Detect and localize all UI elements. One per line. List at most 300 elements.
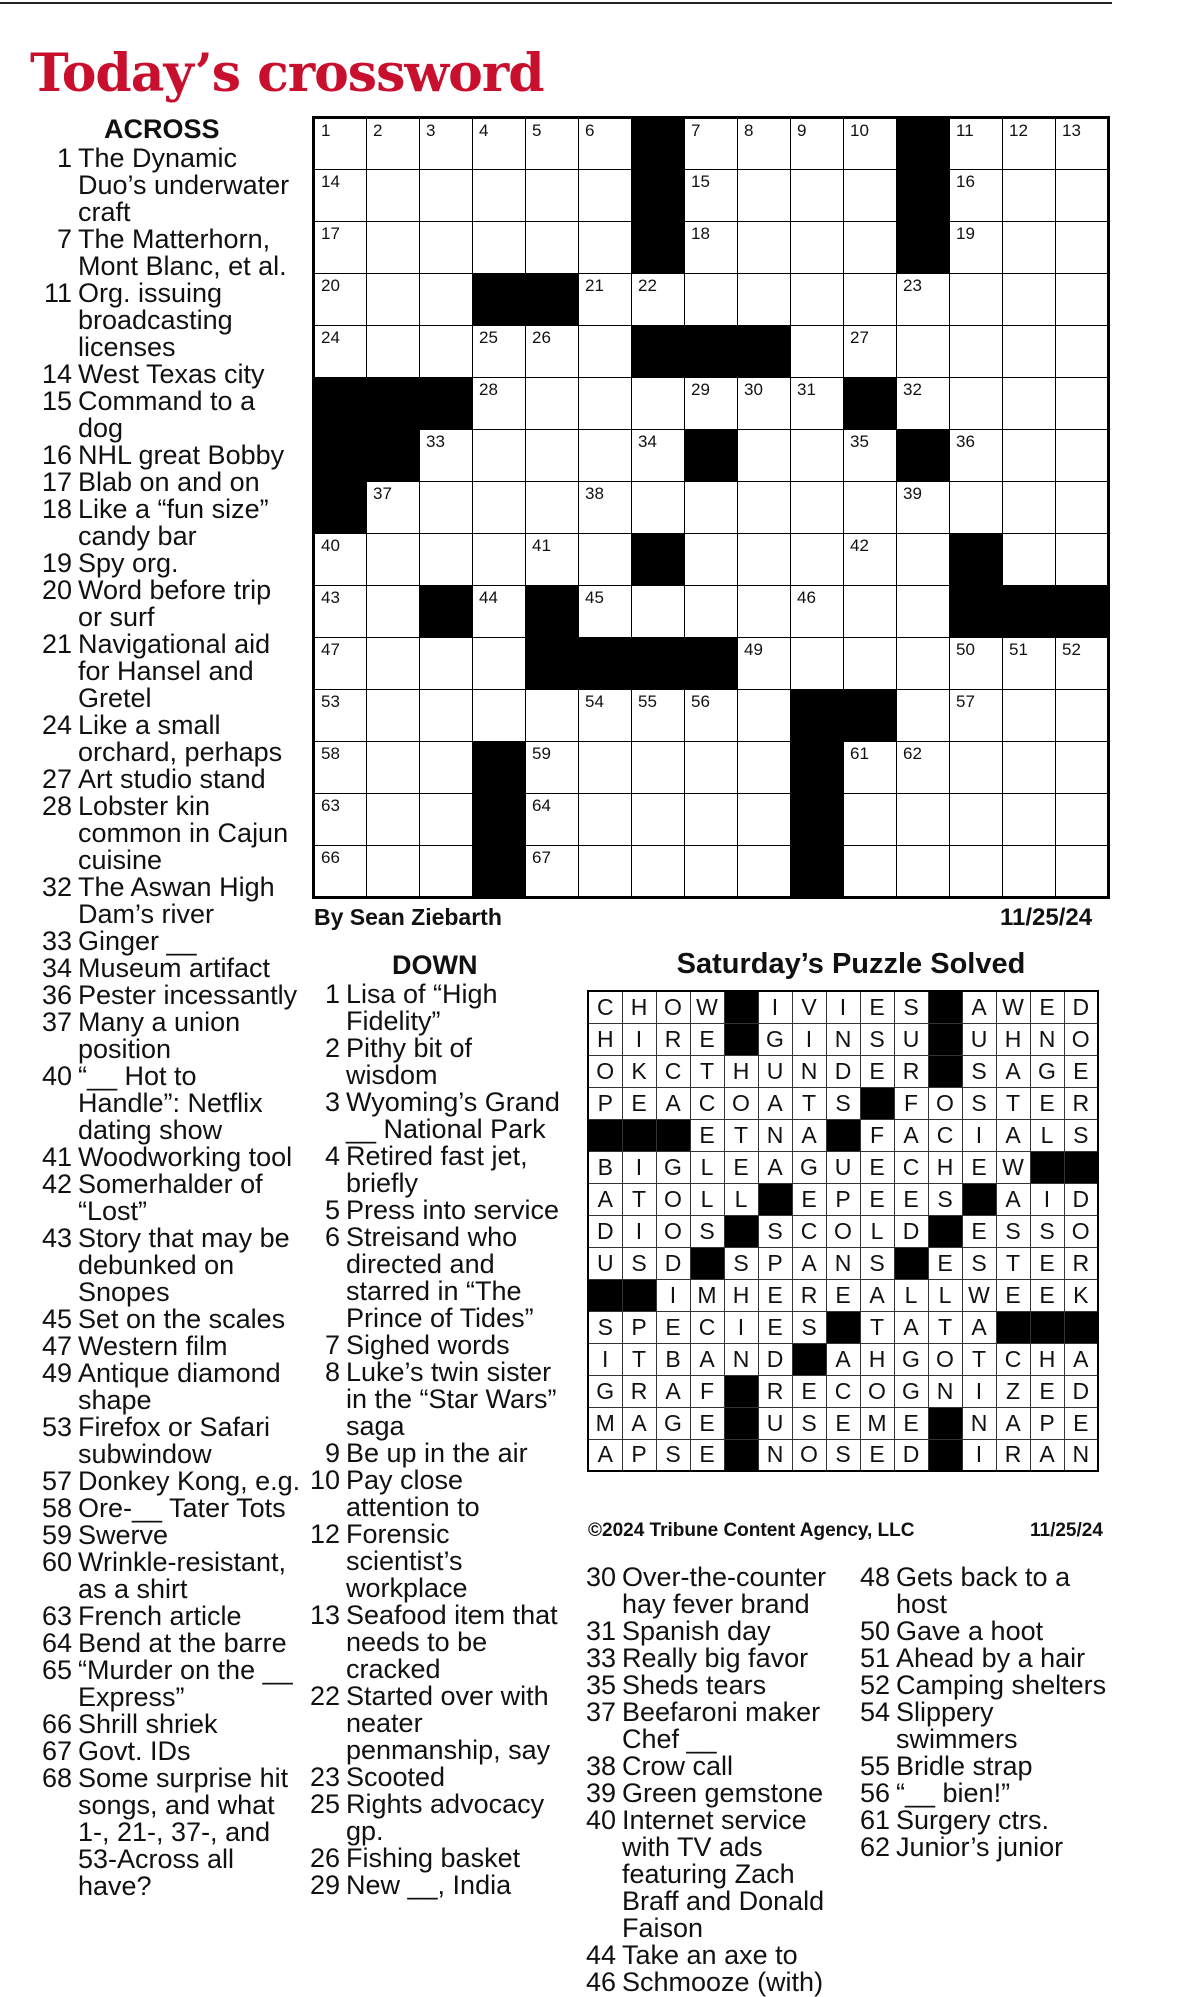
solution-letter: N xyxy=(724,1343,758,1375)
clue-text: Ahead by a hair xyxy=(896,1643,1086,1673)
grid-cell[interactable] xyxy=(1056,378,1109,430)
grid-cell[interactable] xyxy=(579,170,632,222)
solution-letter: S xyxy=(690,1215,724,1247)
grid-cell[interactable] xyxy=(1003,222,1056,274)
grid-cell[interactable] xyxy=(844,274,897,326)
grid-cell[interactable] xyxy=(420,118,473,170)
grid-cell[interactable] xyxy=(1003,482,1056,534)
solution-letter: C xyxy=(690,1087,724,1119)
black-square xyxy=(367,378,420,430)
grid-cell[interactable] xyxy=(579,430,632,482)
down-clue-38 xyxy=(586,1753,846,1780)
solution-black-square xyxy=(894,1247,928,1279)
across-clue-42 xyxy=(34,1171,302,1225)
clue-number: 49 xyxy=(41,1358,72,1388)
grid-cell[interactable] xyxy=(1056,170,1109,222)
black-square xyxy=(1003,586,1056,638)
clue-number: 65 xyxy=(41,1655,72,1685)
solution-letter: G xyxy=(588,1375,622,1407)
clue-text: Streisand who directed and starred in “The Prince of Tides” xyxy=(346,1222,534,1333)
grid-cell[interactable] xyxy=(791,534,844,586)
solution-letter: S xyxy=(962,1247,996,1279)
grid-cell[interactable] xyxy=(738,378,791,430)
grid-cell[interactable] xyxy=(526,170,579,222)
grid-cell[interactable] xyxy=(473,118,526,170)
grid-cell[interactable] xyxy=(367,222,420,274)
grid-cell[interactable] xyxy=(526,794,579,846)
grid-cell[interactable] xyxy=(526,430,579,482)
grid-cell[interactable] xyxy=(738,170,791,222)
grid-cell[interactable] xyxy=(1056,482,1109,534)
solution-letter: M xyxy=(588,1407,622,1439)
grid-cell[interactable] xyxy=(844,222,897,274)
clue-number: 19 xyxy=(41,548,72,578)
grid-cell[interactable] xyxy=(1056,274,1109,326)
grid-cell[interactable] xyxy=(685,274,738,326)
grid-cell[interactable] xyxy=(844,430,897,482)
grid-cell[interactable] xyxy=(844,742,897,794)
grid-cell[interactable] xyxy=(1003,794,1056,846)
grid-cell[interactable] xyxy=(579,482,632,534)
grid-cell[interactable] xyxy=(420,690,473,742)
grid-cell[interactable] xyxy=(950,378,1003,430)
grid-cell[interactable] xyxy=(950,222,1003,274)
grid-cell[interactable] xyxy=(420,742,473,794)
black-square xyxy=(314,378,367,430)
grid-cell[interactable] xyxy=(738,742,791,794)
solution-black-square xyxy=(588,1119,622,1151)
grid-cell[interactable] xyxy=(420,430,473,482)
grid-cell[interactable] xyxy=(1056,742,1109,794)
grid-cell[interactable] xyxy=(1003,742,1056,794)
grid-cell[interactable] xyxy=(791,430,844,482)
clue-text: Seafood item that needs to be cracked xyxy=(346,1600,558,1684)
solution-letter: I xyxy=(962,1375,996,1407)
clue-text: Pay close attention to xyxy=(346,1465,480,1522)
grid-cell[interactable] xyxy=(950,846,1003,898)
grid-cell[interactable] xyxy=(950,118,1003,170)
grid-cell[interactable] xyxy=(1056,534,1109,586)
grid-cell[interactable] xyxy=(791,170,844,222)
grid-cell[interactable] xyxy=(579,274,632,326)
grid-cell[interactable] xyxy=(791,482,844,534)
solution-letter: I xyxy=(792,1023,826,1055)
clue-number: 40 xyxy=(586,1805,617,1835)
grid-cell[interactable] xyxy=(526,482,579,534)
grid-cell[interactable] xyxy=(685,586,738,638)
solution-letter: E xyxy=(860,991,894,1023)
grid-cell[interactable] xyxy=(579,846,632,898)
grid-cell[interactable] xyxy=(950,482,1003,534)
grid-cell[interactable] xyxy=(950,794,1003,846)
cell-number: 33 xyxy=(426,432,445,451)
grid-cell[interactable] xyxy=(1003,274,1056,326)
solution-letter: I xyxy=(656,1279,690,1311)
grid-cell[interactable] xyxy=(685,846,738,898)
grid-cell[interactable] xyxy=(738,534,791,586)
grid-cell[interactable] xyxy=(738,586,791,638)
grid-cell[interactable] xyxy=(897,638,950,690)
grid-cell[interactable] xyxy=(738,846,791,898)
clue-number: 25 xyxy=(310,1789,341,1819)
clue-text: Crow call xyxy=(622,1751,734,1781)
clue-text: New __, India xyxy=(346,1870,512,1900)
grid-cell[interactable] xyxy=(1056,430,1109,482)
solution-letter: D xyxy=(758,1343,792,1375)
clue-text: Press into service xyxy=(346,1195,560,1225)
black-square xyxy=(420,586,473,638)
solution-letter: O xyxy=(1064,1215,1098,1247)
grid-cell[interactable] xyxy=(579,118,632,170)
solution-letter: R xyxy=(1064,1247,1098,1279)
grid-cell[interactable] xyxy=(1003,846,1056,898)
grid-cell[interactable] xyxy=(950,690,1003,742)
cell-number: 52 xyxy=(1062,640,1081,659)
grid-cell[interactable] xyxy=(579,326,632,378)
grid-cell[interactable] xyxy=(685,534,738,586)
grid-cell[interactable] xyxy=(473,170,526,222)
grid-cell[interactable] xyxy=(791,326,844,378)
solution-letter: S xyxy=(860,1247,894,1279)
grid-cell[interactable] xyxy=(367,742,420,794)
grid-cell[interactable] xyxy=(738,430,791,482)
grid-cell[interactable] xyxy=(632,378,685,430)
grid-cell[interactable] xyxy=(420,170,473,222)
grid-cell[interactable] xyxy=(420,846,473,898)
grid-cell[interactable] xyxy=(579,534,632,586)
across-clue-53 xyxy=(34,1414,302,1468)
grid-cell[interactable] xyxy=(632,430,685,482)
grid-cell[interactable] xyxy=(1003,326,1056,378)
grid-cell[interactable] xyxy=(950,170,1003,222)
grid-cell[interactable] xyxy=(314,586,367,638)
clue-text: Set on the scales xyxy=(78,1304,286,1334)
down-clue-39 xyxy=(586,1780,846,1807)
grid-cell[interactable] xyxy=(473,586,526,638)
solution-letter: C xyxy=(588,991,622,1023)
solution-black-square xyxy=(996,1311,1030,1343)
grid-cell[interactable] xyxy=(897,846,950,898)
grid-cell[interactable] xyxy=(1056,326,1109,378)
grid-cell[interactable] xyxy=(897,326,950,378)
clue-text: Over-the-counter hay fever brand xyxy=(622,1562,827,1619)
grid-cell[interactable] xyxy=(367,534,420,586)
grid-cell[interactable] xyxy=(1056,794,1109,846)
solution-letter: I xyxy=(724,1311,758,1343)
across-clue-45 xyxy=(34,1306,302,1333)
grid-cell[interactable] xyxy=(844,846,897,898)
grid-cell[interactable] xyxy=(367,846,420,898)
grid-cell[interactable] xyxy=(791,118,844,170)
grid-cell[interactable] xyxy=(314,534,367,586)
across-clue-58 xyxy=(34,1495,302,1522)
grid-cell[interactable] xyxy=(897,378,950,430)
grid-cell[interactable] xyxy=(420,482,473,534)
solution-letter: A xyxy=(996,1407,1030,1439)
across-heading: ACROSS xyxy=(104,114,220,144)
solution-letter: N xyxy=(792,1055,826,1087)
grid-cell[interactable] xyxy=(420,534,473,586)
grid-cell[interactable] xyxy=(420,222,473,274)
grid-cell[interactable] xyxy=(579,378,632,430)
grid-cell[interactable] xyxy=(314,846,367,898)
grid-cell[interactable] xyxy=(1056,846,1109,898)
solution-letter: G xyxy=(894,1343,928,1375)
solution-letter: T xyxy=(690,1055,724,1087)
grid-cell[interactable] xyxy=(526,222,579,274)
grid-cell[interactable] xyxy=(632,690,685,742)
solution-letter: F xyxy=(894,1087,928,1119)
grid-cell[interactable] xyxy=(844,326,897,378)
solution-black-square xyxy=(1030,1311,1064,1343)
across-clue-34 xyxy=(34,955,302,982)
cell-number: 64 xyxy=(532,796,551,815)
down-clue-61 xyxy=(860,1807,1116,1834)
solution-black-square xyxy=(928,1439,962,1471)
grid-cell[interactable] xyxy=(897,794,950,846)
grid-cell[interactable] xyxy=(844,170,897,222)
grid-cell[interactable] xyxy=(950,430,1003,482)
solution-letter: R xyxy=(622,1375,656,1407)
grid-cell[interactable] xyxy=(579,794,632,846)
grid-cell[interactable] xyxy=(791,586,844,638)
grid-cell[interactable] xyxy=(579,742,632,794)
grid-cell[interactable] xyxy=(685,794,738,846)
grid-cell[interactable] xyxy=(897,586,950,638)
clue-text: Started over with neater penmanship, say xyxy=(346,1681,551,1765)
solution-letter: R xyxy=(1064,1087,1098,1119)
grid-cell[interactable] xyxy=(1003,170,1056,222)
solution-letter: R xyxy=(758,1375,792,1407)
grid-cell[interactable] xyxy=(367,274,420,326)
solution-letter: T xyxy=(996,1247,1030,1279)
cell-number: 27 xyxy=(850,328,869,347)
grid-cell[interactable] xyxy=(420,794,473,846)
solution-black-square xyxy=(758,1183,792,1215)
solution-title: Saturday’s Puzzle Solved xyxy=(676,948,1026,980)
grid-cell[interactable] xyxy=(1003,118,1056,170)
grid-cell[interactable] xyxy=(791,638,844,690)
grid-cell[interactable] xyxy=(473,222,526,274)
grid-cell[interactable] xyxy=(473,690,526,742)
grid-cell[interactable] xyxy=(314,326,367,378)
across-clue-47 xyxy=(34,1333,302,1360)
grid-cell[interactable] xyxy=(685,222,738,274)
grid-cell[interactable] xyxy=(1056,118,1109,170)
grid-cell[interactable] xyxy=(314,118,367,170)
grid-cell[interactable] xyxy=(314,742,367,794)
clue-number: 1 xyxy=(324,979,340,1009)
grid-cell[interactable] xyxy=(473,534,526,586)
solution-letter: E xyxy=(860,1151,894,1183)
grid-cell[interactable] xyxy=(473,378,526,430)
grid-cell[interactable] xyxy=(685,170,738,222)
clue-number: 11 xyxy=(43,278,72,308)
cell-number: 8 xyxy=(744,121,754,140)
grid-cell[interactable] xyxy=(314,690,367,742)
grid-cell[interactable] xyxy=(1003,378,1056,430)
grid-cell[interactable] xyxy=(579,690,632,742)
grid-cell[interactable] xyxy=(685,378,738,430)
clue-text: Slippery swimmers xyxy=(896,1697,1018,1754)
clue-number: 31 xyxy=(586,1616,617,1646)
down-clue-55 xyxy=(860,1753,1116,1780)
solution-letter: A xyxy=(622,1407,656,1439)
grid-cell[interactable] xyxy=(367,690,420,742)
grid-cell[interactable] xyxy=(367,638,420,690)
solution-letter: S xyxy=(928,1183,962,1215)
grid-cell[interactable] xyxy=(632,274,685,326)
grid-cell[interactable] xyxy=(1056,638,1109,690)
grid-cell[interactable] xyxy=(685,742,738,794)
solution-letter: R xyxy=(792,1279,826,1311)
cell-number: 5 xyxy=(532,121,542,140)
grid-cell[interactable] xyxy=(314,222,367,274)
grid-cell[interactable] xyxy=(738,118,791,170)
cell-number: 30 xyxy=(744,380,763,399)
grid-cell[interactable] xyxy=(897,742,950,794)
solution-letter: E xyxy=(792,1375,826,1407)
grid-cell[interactable] xyxy=(526,846,579,898)
clue-number: 20 xyxy=(41,575,72,605)
grid-cell[interactable] xyxy=(314,638,367,690)
grid-cell[interactable] xyxy=(844,534,897,586)
grid-cell[interactable] xyxy=(526,690,579,742)
cell-number: 9 xyxy=(797,121,807,140)
solution-letter: G xyxy=(894,1375,928,1407)
grid-cell[interactable] xyxy=(526,742,579,794)
grid-cell[interactable] xyxy=(738,638,791,690)
clue-text: Lisa of “High Fidelity” xyxy=(346,979,498,1036)
grid-cell[interactable] xyxy=(1056,222,1109,274)
grid-cell[interactable] xyxy=(791,274,844,326)
solution-letter: S xyxy=(758,1215,792,1247)
grid-cell[interactable] xyxy=(632,586,685,638)
clue-number: 56 xyxy=(860,1778,891,1808)
grid-cell[interactable] xyxy=(632,794,685,846)
grid-cell[interactable] xyxy=(579,222,632,274)
clue-number: 37 xyxy=(586,1697,617,1727)
grid-cell[interactable] xyxy=(685,690,738,742)
grid-cell[interactable] xyxy=(738,222,791,274)
clue-number: 7 xyxy=(56,224,72,254)
grid-cell[interactable] xyxy=(1003,638,1056,690)
solution-letter: D xyxy=(1064,1183,1098,1215)
grid-cell[interactable] xyxy=(632,742,685,794)
solution-letter: H xyxy=(622,991,656,1023)
grid-cell[interactable] xyxy=(367,326,420,378)
grid-cell[interactable] xyxy=(738,274,791,326)
grid-cell[interactable] xyxy=(314,170,367,222)
grid-cell[interactable] xyxy=(526,118,579,170)
cell-number: 23 xyxy=(903,276,922,295)
grid-cell[interactable] xyxy=(367,118,420,170)
grid-cell[interactable] xyxy=(314,274,367,326)
grid-cell[interactable] xyxy=(738,482,791,534)
across-clue-49 xyxy=(34,1360,302,1414)
cell-number: 51 xyxy=(1009,640,1028,659)
clue-text: Woodworking tool xyxy=(78,1142,293,1172)
grid-cell[interactable] xyxy=(632,482,685,534)
grid-cell[interactable] xyxy=(1056,690,1109,742)
solution-letter: D xyxy=(656,1247,690,1279)
grid-cell[interactable] xyxy=(1003,430,1056,482)
black-square xyxy=(897,170,950,222)
solution-letter: L xyxy=(690,1151,724,1183)
grid-cell[interactable] xyxy=(897,690,950,742)
grid-cell[interactable] xyxy=(314,794,367,846)
down-clue-10 xyxy=(310,1467,568,1521)
grid-cell[interactable] xyxy=(367,586,420,638)
grid-cell[interactable] xyxy=(473,638,526,690)
grid-cell[interactable] xyxy=(791,378,844,430)
grid-cell[interactable] xyxy=(950,742,1003,794)
solution-black-square xyxy=(724,1023,758,1055)
grid-cell[interactable] xyxy=(844,794,897,846)
grid-cell[interactable] xyxy=(526,534,579,586)
grid-cell[interactable] xyxy=(844,638,897,690)
black-square xyxy=(844,690,897,742)
down-clues-cont-2 xyxy=(860,1564,1116,1861)
grid-cell[interactable] xyxy=(367,170,420,222)
grid-cell[interactable] xyxy=(473,326,526,378)
grid-cell[interactable] xyxy=(738,794,791,846)
grid-cell[interactable] xyxy=(632,846,685,898)
grid-cell[interactable] xyxy=(897,274,950,326)
grid-cell[interactable] xyxy=(1003,534,1056,586)
solution-letter: S xyxy=(962,1087,996,1119)
grid-cell[interactable] xyxy=(685,118,738,170)
grid-cell[interactable] xyxy=(1003,690,1056,742)
grid-cell[interactable] xyxy=(420,326,473,378)
solution-date: 11/25/24 xyxy=(1030,1520,1103,1541)
grid-cell[interactable] xyxy=(685,482,738,534)
grid-cell[interactable] xyxy=(950,274,1003,326)
grid-cell[interactable] xyxy=(844,482,897,534)
grid-cell[interactable] xyxy=(950,326,1003,378)
grid-cell[interactable] xyxy=(844,586,897,638)
grid-cell[interactable] xyxy=(473,482,526,534)
grid-cell[interactable] xyxy=(579,586,632,638)
grid-cell[interactable] xyxy=(526,378,579,430)
grid-cell[interactable] xyxy=(897,482,950,534)
clue-number: 55 xyxy=(860,1751,891,1781)
clue-text: Sheds tears xyxy=(622,1670,767,1700)
grid-cell[interactable] xyxy=(367,482,420,534)
solution-letter: T xyxy=(962,1343,996,1375)
grid-cell[interactable] xyxy=(420,274,473,326)
cell-number: 37 xyxy=(373,484,392,503)
solution-letter: S xyxy=(962,1055,996,1087)
clue-text: Surgery ctrs. xyxy=(896,1805,1050,1835)
cell-number: 50 xyxy=(956,640,975,659)
clue-text: Like a small orchard, perhaps xyxy=(78,710,283,767)
cell-number: 4 xyxy=(479,121,489,140)
solution-letter: T xyxy=(860,1311,894,1343)
clue-number: 45 xyxy=(41,1304,72,1334)
grid-cell[interactable] xyxy=(791,222,844,274)
grid-cell[interactable] xyxy=(738,690,791,742)
grid-cell[interactable] xyxy=(844,118,897,170)
solution-letter: E xyxy=(1030,1279,1064,1311)
clue-text: Org. issuing broadcasting licenses xyxy=(78,278,233,362)
grid-cell[interactable] xyxy=(897,534,950,586)
grid-cell[interactable] xyxy=(950,638,1003,690)
grid-cell[interactable] xyxy=(367,794,420,846)
grid-cell[interactable] xyxy=(420,638,473,690)
grid-cell[interactable] xyxy=(473,430,526,482)
grid-cell[interactable] xyxy=(526,326,579,378)
